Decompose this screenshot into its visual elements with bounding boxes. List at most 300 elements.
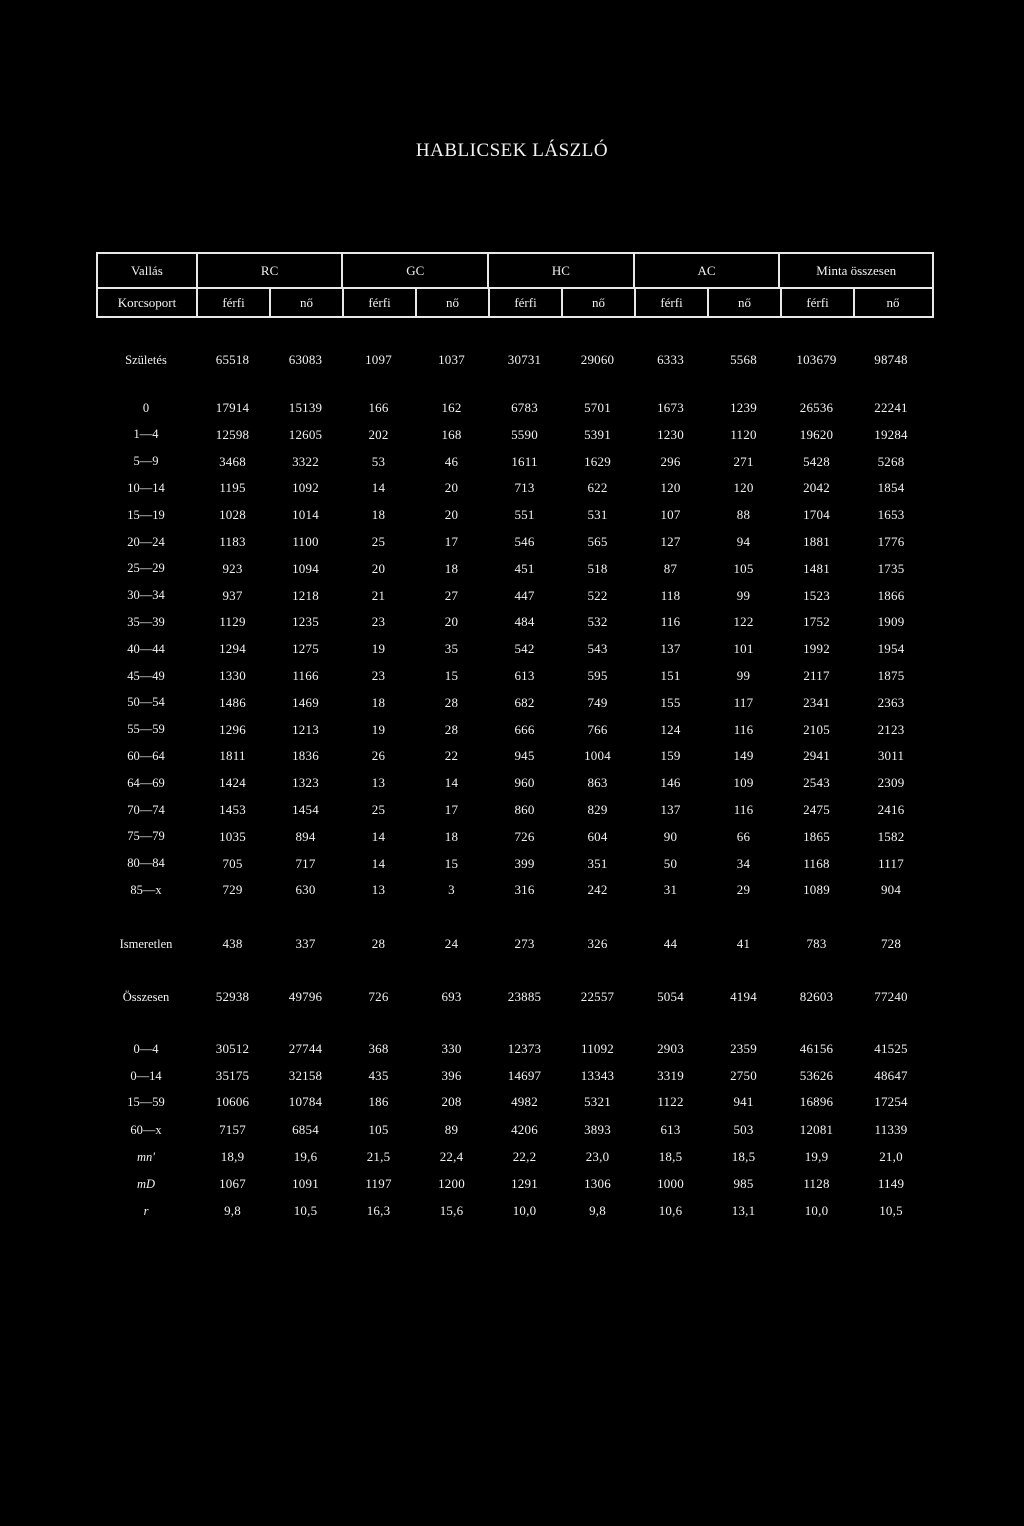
- table-cell: 124: [660, 721, 681, 737]
- table-cell: 10,0: [804, 1203, 829, 1218]
- table-cell: 1028: [219, 507, 246, 523]
- table-cell: 19620: [799, 426, 834, 442]
- table-cell: 438: [222, 936, 243, 951]
- table-cell: 532: [587, 614, 608, 630]
- table-cell: 829: [587, 802, 608, 817]
- table-row: [96, 1093, 934, 1111]
- table-cell: 120: [733, 480, 754, 496]
- table-cell: 202: [368, 426, 389, 442]
- table-cell: 1200: [438, 1176, 465, 1191]
- table-cell: 149: [733, 748, 754, 764]
- table-cell: 19,6: [293, 1149, 318, 1164]
- header-sub-label: nő: [563, 287, 636, 318]
- table-cell: 863: [587, 775, 608, 791]
- table-cell: 1239: [730, 400, 757, 415]
- table-cell: 16,3: [366, 1203, 391, 1218]
- table-cell: 41525: [874, 1041, 908, 1056]
- table-cell: 10784: [288, 1094, 323, 1109]
- table-cell: 1704: [803, 507, 830, 523]
- table-cell: 22557: [580, 989, 615, 1004]
- row-label: 60—64: [127, 748, 165, 763]
- table-cell: 18: [444, 828, 459, 844]
- table-cell: 9,8: [224, 1203, 241, 1218]
- table-cell: 20: [371, 560, 386, 576]
- table-cell: 17914: [215, 400, 250, 415]
- table-cell: 109: [733, 775, 754, 791]
- table-cell: 1673: [657, 400, 684, 415]
- table-cell: 101: [733, 641, 754, 657]
- table-cell: 137: [660, 641, 681, 657]
- table-cell: 565: [587, 534, 608, 549]
- table-cell: 53: [371, 453, 386, 469]
- table-cell: 99: [736, 668, 751, 683]
- table-cell: 435: [368, 1068, 389, 1083]
- table-cell: 99: [736, 587, 751, 603]
- table-cell: 766: [587, 721, 608, 737]
- table-cell: 1865: [803, 828, 830, 844]
- table-cell: 2416: [877, 802, 905, 817]
- table-cell: 2117: [803, 668, 830, 683]
- table-cell: 94: [736, 534, 751, 549]
- table-row: [96, 533, 934, 551]
- table-cell: 21,5: [366, 1149, 391, 1164]
- table-cell: 19: [371, 721, 386, 737]
- table-cell: 1168: [803, 855, 830, 871]
- table-cell: 105: [733, 560, 754, 576]
- table-cell: 1875: [877, 668, 905, 683]
- table-cell: 41: [736, 936, 751, 951]
- table-cell: 12373: [507, 1041, 542, 1056]
- header-sub-label: nő: [886, 294, 900, 310]
- row-label: 35—39: [127, 614, 165, 629]
- table-cell: 13343: [580, 1068, 615, 1083]
- table-cell: 46: [444, 453, 459, 469]
- table-cell: 10,6: [658, 1203, 683, 1218]
- table-cell: 159: [660, 748, 681, 764]
- table-cell: 107: [660, 507, 681, 523]
- table-cell: 22,4: [439, 1149, 464, 1164]
- table-cell: 10,0: [512, 1203, 537, 1218]
- table-cell: 21,0: [879, 1149, 903, 1164]
- table-cell: 551: [514, 507, 535, 523]
- table-cell: 3468: [219, 453, 246, 469]
- table-cell: 1097: [365, 352, 392, 367]
- table-cell: 13: [371, 882, 386, 898]
- table-cell: 14: [444, 775, 459, 791]
- table-cell: 82603: [799, 989, 834, 1004]
- table-cell: 1213: [292, 721, 319, 737]
- table-cell: 19284: [874, 426, 908, 442]
- table-cell: 5268: [877, 453, 905, 469]
- table-cell: 326: [587, 936, 608, 951]
- header-row-religion: [98, 254, 932, 289]
- table-cell: 12605: [288, 426, 323, 442]
- table-cell: 6333: [657, 352, 684, 367]
- row-label: 55—59: [127, 722, 165, 737]
- table-cell: 316: [514, 882, 535, 898]
- table-cell: 29: [736, 882, 751, 898]
- table-cell: 1014: [292, 507, 319, 523]
- table-cell: 5701: [584, 400, 611, 415]
- row-label: 85—x: [130, 882, 162, 897]
- table-cell: 127: [660, 534, 681, 549]
- table-cell: 29060: [580, 352, 615, 367]
- table-cell: 7157: [219, 1122, 246, 1137]
- row-label: Összesen: [122, 989, 170, 1004]
- table-row: [96, 351, 934, 369]
- row-label: 70—74: [127, 802, 165, 817]
- table-cell: 168: [441, 426, 462, 442]
- table-cell: 595: [587, 668, 608, 683]
- row-label: mn': [137, 1149, 155, 1164]
- table-row: [96, 399, 934, 417]
- table-cell: 705: [222, 855, 243, 871]
- table-cell: 726: [368, 989, 389, 1004]
- table-cell: 941: [733, 1094, 754, 1109]
- table-cell: 1120: [730, 426, 757, 442]
- header-sub-label: nő: [271, 287, 344, 318]
- table-cell: 1128: [803, 1176, 830, 1191]
- table-cell: 162: [441, 400, 462, 415]
- table-cell: 116: [660, 614, 681, 630]
- table-cell: 14: [371, 828, 386, 844]
- table-cell: 10606: [215, 1094, 250, 1109]
- table-cell: 613: [514, 668, 535, 683]
- table-row: [96, 667, 934, 685]
- table-cell: 22241: [874, 400, 908, 415]
- table-cell: 4206: [511, 1122, 538, 1137]
- table-cell: 24: [444, 936, 459, 951]
- header-age-group-label: Korcsoport: [98, 287, 198, 318]
- table-cell: 30512: [215, 1041, 250, 1056]
- table-cell: 15,6: [439, 1203, 464, 1218]
- row-label: 40—44: [127, 641, 165, 656]
- table-cell: 20: [444, 614, 459, 630]
- table-cell: 1811: [219, 748, 246, 764]
- table-cell: 4982: [511, 1094, 538, 1109]
- header-group-total: Minta összesen: [816, 262, 897, 278]
- table-cell: 713: [514, 480, 535, 496]
- table-cell: 11339: [874, 1122, 908, 1137]
- table-cell: 166: [368, 400, 389, 415]
- header-sub-label: nő: [709, 287, 782, 318]
- table-cell: 630: [295, 882, 316, 898]
- table-cell: 118: [660, 587, 681, 603]
- row-label: 10—14: [127, 480, 165, 495]
- table-cell: 137: [660, 802, 681, 817]
- table-cell: 63083: [288, 352, 323, 367]
- table-cell: 1629: [584, 453, 611, 469]
- table-cell: 1089: [803, 882, 830, 898]
- table-cell: 985: [733, 1176, 754, 1191]
- table-cell: 3893: [584, 1122, 611, 1137]
- table-cell: 5321: [584, 1094, 611, 1109]
- table-row: [96, 479, 934, 497]
- table-cell: 2042: [803, 480, 830, 496]
- table-cell: 4194: [730, 989, 757, 1004]
- table-cell: 89: [444, 1122, 459, 1137]
- table-cell: 503: [733, 1122, 754, 1137]
- table-row: [96, 988, 934, 1006]
- table-cell: 1094: [292, 560, 319, 576]
- table-cell: 1166: [292, 668, 319, 683]
- table-cell: 1294: [219, 641, 246, 657]
- table-cell: 1235: [292, 614, 319, 630]
- table-cell: 103679: [796, 352, 837, 367]
- table-cell: 682: [514, 694, 535, 710]
- table-cell: 17254: [874, 1094, 908, 1109]
- table-row: [96, 721, 934, 739]
- row-label: 0: [142, 400, 150, 415]
- table-row: [96, 640, 934, 658]
- table-cell: 28: [444, 694, 459, 710]
- header-group-ac: AC: [635, 254, 781, 287]
- table-cell: 12081: [799, 1122, 834, 1137]
- table-cell: 1582: [877, 828, 905, 844]
- table-cell: 1091: [292, 1176, 319, 1191]
- table-cell: 546: [514, 534, 535, 549]
- table-cell: 11092: [580, 1041, 615, 1056]
- table-cell: 19: [371, 641, 386, 657]
- table-row: [96, 694, 934, 712]
- table-cell: 15139: [288, 400, 323, 415]
- table-cell: 6783: [511, 400, 538, 415]
- table-cell: 1035: [219, 828, 246, 844]
- table-cell: 105: [368, 1122, 389, 1137]
- table-cell: 66: [736, 828, 751, 844]
- table-row: [96, 774, 934, 792]
- row-label: 50—54: [127, 695, 165, 710]
- table-cell: 937: [222, 587, 243, 603]
- table-cell: 1881: [803, 534, 830, 549]
- table-cell: 5428: [803, 453, 830, 469]
- table-cell: 50: [663, 855, 678, 871]
- table-cell: 728: [880, 936, 902, 951]
- table-cell: 1306: [584, 1176, 611, 1191]
- table-cell: 49796: [288, 989, 323, 1004]
- header-group-gc: GC: [343, 254, 489, 287]
- header-sub-label: nő: [417, 287, 490, 318]
- table-cell: 116: [733, 802, 754, 817]
- table-cell: 1195: [219, 480, 246, 496]
- row-label: 60—x: [130, 1122, 162, 1137]
- header-row-sex: [98, 287, 932, 318]
- header-sub-label: férfi: [782, 287, 855, 318]
- table-cell: 208: [441, 1094, 462, 1109]
- table-cell: 1836: [292, 748, 319, 764]
- table-cell: 1000: [657, 1176, 684, 1191]
- row-label: r: [143, 1203, 149, 1218]
- table-cell: 1296: [219, 721, 246, 737]
- table-row: [96, 747, 934, 765]
- table-cell: 23: [371, 614, 386, 630]
- table-cell: 18,5: [731, 1149, 756, 1164]
- row-label: 20—24: [127, 534, 165, 549]
- table-row: [96, 828, 934, 846]
- table-cell: 447: [514, 587, 535, 603]
- table-cell: 2123: [877, 721, 905, 737]
- table-cell: 2903: [657, 1041, 684, 1056]
- table-cell: 10,5: [879, 1203, 903, 1218]
- row-label: 45—49: [127, 668, 165, 683]
- table-cell: 518: [587, 560, 608, 576]
- table-cell: 1291: [511, 1176, 538, 1191]
- table-cell: 1854: [877, 480, 905, 496]
- table-cell: 1067: [219, 1176, 246, 1191]
- row-label: 80—84: [127, 856, 165, 871]
- table-cell: 21: [371, 587, 386, 603]
- table-cell: 1611: [511, 453, 538, 469]
- table-cell: 88: [736, 507, 751, 523]
- table-cell: 12598: [215, 426, 250, 442]
- table-cell: 52938: [215, 989, 250, 1004]
- table-cell: 368: [368, 1041, 389, 1056]
- table-cell: 3319: [657, 1068, 684, 1083]
- row-label: 5—9: [133, 454, 159, 469]
- table-row: [96, 453, 934, 471]
- table-cell: 2750: [730, 1068, 757, 1083]
- table-cell: 399: [514, 855, 535, 871]
- table-cell: 351: [587, 855, 608, 871]
- table-cell: 1992: [803, 641, 830, 657]
- table-cell: 20: [444, 507, 459, 523]
- table-cell: 26: [371, 748, 386, 764]
- table-cell: 186: [368, 1094, 389, 1109]
- header-sub-label: férfi: [636, 287, 709, 318]
- table-cell: 122: [733, 614, 754, 630]
- table-cell: 2941: [803, 748, 830, 764]
- table-cell: 10,5: [293, 1203, 318, 1218]
- table-cell: 666: [514, 721, 535, 737]
- table-cell: 16896: [799, 1094, 834, 1109]
- table-cell: 30731: [507, 352, 542, 367]
- table-cell: 48647: [874, 1068, 908, 1083]
- table-header: [96, 252, 934, 318]
- table-cell: 622: [587, 480, 608, 496]
- table-cell: 1776: [877, 534, 905, 549]
- table-cell: 273: [514, 936, 535, 951]
- table-cell: 242: [587, 882, 608, 898]
- table-cell: 271: [733, 453, 754, 469]
- table-cell: 1866: [877, 587, 905, 603]
- row-label: Születés: [125, 352, 167, 367]
- table-cell: 1909: [877, 614, 905, 630]
- table-cell: 693: [441, 989, 462, 1004]
- table-cell: 13: [371, 775, 386, 791]
- table-cell: 3322: [292, 453, 319, 469]
- table-cell: 23885: [507, 989, 542, 1004]
- table-cell: 22: [444, 748, 459, 764]
- header-group-rc: RC: [198, 254, 344, 287]
- table-cell: 945: [514, 748, 535, 764]
- table-cell: 23,0: [585, 1149, 610, 1164]
- table-cell: 1653: [877, 507, 905, 523]
- table-cell: 484: [514, 614, 535, 630]
- table-cell: 1100: [292, 534, 319, 549]
- table-cell: 396: [441, 1068, 462, 1083]
- table-cell: 1149: [877, 1176, 905, 1191]
- table-row: [96, 1067, 934, 1085]
- table-cell: 146: [660, 775, 681, 791]
- table-cell: 1218: [292, 587, 319, 603]
- table-cell: 2309: [877, 775, 905, 791]
- page-title: HABLICSEK LÁSZLÓ: [415, 140, 609, 161]
- table-cell: 120: [660, 480, 681, 496]
- table-cell: 98748: [874, 352, 908, 367]
- table-cell: 22,2: [512, 1149, 537, 1164]
- table-cell: 26536: [799, 400, 834, 415]
- table-cell: 923: [222, 560, 243, 576]
- table-cell: 1183: [219, 534, 246, 549]
- table-cell: 6854: [292, 1122, 319, 1137]
- table-cell: 1330: [219, 668, 246, 683]
- table-cell: 15: [444, 668, 459, 683]
- table-row: [96, 801, 934, 819]
- table-cell: 1117: [878, 855, 904, 871]
- table-cell: 35: [444, 641, 459, 657]
- table-cell: 13,1: [731, 1203, 756, 1218]
- table-cell: 25: [371, 802, 386, 817]
- table-cell: 155: [660, 694, 681, 710]
- row-label: 15—59: [127, 1094, 165, 1109]
- table-cell: 749: [587, 694, 608, 710]
- table-row: [96, 1121, 934, 1139]
- table-cell: 15: [444, 855, 459, 871]
- table-cell: 117: [733, 694, 754, 710]
- header-sub-label: férfi: [344, 287, 417, 318]
- table-cell: 27: [444, 587, 459, 603]
- table-cell: 1469: [292, 694, 319, 710]
- table-cell: 46156: [799, 1041, 834, 1056]
- table-cell: 531: [587, 507, 608, 523]
- row-label: 0—4: [133, 1041, 159, 1056]
- table-cell: 337: [295, 936, 316, 951]
- table-cell: 18: [371, 507, 386, 523]
- table-cell: 613: [660, 1122, 681, 1137]
- row-label: 0—14: [130, 1068, 162, 1083]
- table-cell: 1424: [219, 775, 246, 791]
- table-row: [96, 935, 934, 953]
- row-label: 75—79: [127, 829, 165, 844]
- table-row: [96, 1175, 934, 1193]
- table-row: [96, 587, 934, 605]
- table-row: [96, 1148, 934, 1166]
- table-cell: 14: [371, 855, 386, 871]
- table-cell: 1092: [292, 480, 319, 496]
- table-cell: 65518: [215, 352, 250, 367]
- table-cell: 17: [444, 534, 459, 549]
- table-cell: 2475: [803, 802, 830, 817]
- table-cell: 860: [514, 802, 535, 817]
- table-cell: 25: [371, 534, 386, 549]
- table-cell: 1954: [877, 641, 905, 657]
- table-cell: 296: [660, 453, 681, 469]
- row-label: 15—19: [127, 507, 165, 522]
- table-cell: 1323: [292, 775, 319, 791]
- table-cell: 5590: [511, 426, 538, 442]
- table-cell: 1453: [219, 802, 246, 817]
- table-cell: 31: [663, 882, 678, 898]
- table-cell: 44: [663, 936, 678, 951]
- table-cell: 1004: [584, 748, 611, 764]
- header-sub-label: férfi: [198, 287, 271, 318]
- table-cell: 23: [371, 668, 386, 683]
- row-label: Ismeretlen: [119, 936, 173, 951]
- header-group-hc: HC: [489, 254, 635, 287]
- table-cell: 19,9: [804, 1149, 829, 1164]
- table-cell: 1523: [803, 587, 830, 603]
- table-cell: 17: [444, 802, 459, 817]
